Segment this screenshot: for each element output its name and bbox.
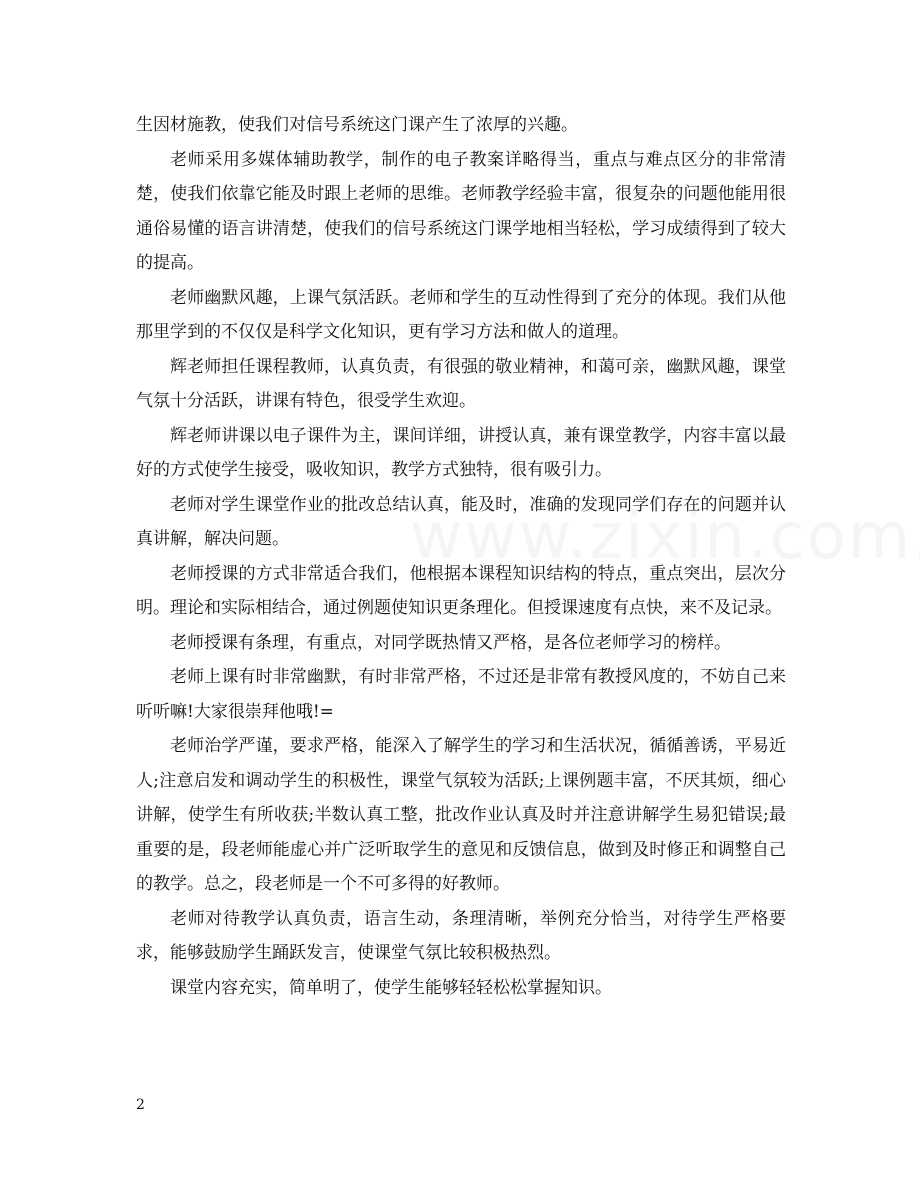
paragraph: 老师授课有条理，有重点，对同学既热情又严格，是各位老师学习的榜样。 (170, 632, 731, 653)
paragraph: 生因材施教，使我们对信号系统这门课产生了浓厚的兴趣。 (136, 115, 578, 135)
paragraph: 老师对学生课堂作业的批改总结认真，能及时，准确的发现同学们存在的问题并认真讲解，解决问题。 (136, 494, 786, 549)
paragraph: 老师对待教学认真负责，语言生动，条理清晰，举例充分恰当，对待学生严格要求，能够鼓励学生踊跃发言，使课堂气氛比较积极热烈。 (136, 908, 786, 963)
paragraph: 老师上课有时非常幽默，有时非常严格，不过还是非常有教授风度的，不妨自己来听听嘛!大家很崇拜他哦!= (136, 667, 786, 722)
document-body (136, 108, 786, 1005)
paragraph: 辉老师担任课程教师，认真负责，有很强的敬业精神，和蔼可亲，幽默风趣，课堂气氛十分活跃，讲课有特色，很受学生欢迎。 (136, 356, 786, 411)
paragraph: 老师治学严谨，要求严格，能深入了解学生的学习和生活状况，循循善诱，平易近人;注意启发和调动学生的积极性，课堂气氛较为活跃;上课例题丰富，不厌其烦，细心讲解，使学生有所收获;半数认真工整，批改作业认真及时并注意讲解学生易犯错误;最重要的是，段老师能虚心并广泛听取学生的意见和反馈信息，做到及时修正和调整自己的教学。总之，段老师是一个不可多得的好教师。 (136, 736, 786, 894)
paragraph: 老师采用多媒体辅助教学，制作的电子教案详略得当，重点与难点区分的非常清楚，使我们依靠它能及时跟上老师的思维。老师教学经验丰富，很复杂的问题他能用很通俗易懂的语言讲清楚，使我们的信号系统这门课学地相当轻松，学习成绩得到了较大的提高。 (136, 149, 786, 273)
paragraph: 老师授课的方式非常适合我们，他根据本课程知识结构的特点，重点突出，层次分明。理论和实际相结合，通过例题使知识更条理化。但授课速度有点快，来不及记录。 (136, 563, 786, 618)
paragraph: 课堂内容充实，简单明了，使学生能够轻轻松松掌握知识。 (170, 977, 612, 998)
paragraph: 辉老师讲课以电子课件为主，课间详细，讲授认真，兼有课堂教学，内容丰富以最好的方式使学生接受，吸收知识，教学方式独特，很有吸引力。 (136, 425, 786, 480)
paragraph: 老师幽默风趣，上课气氛活跃。老师和学生的互动性得到了充分的体现。我们从他那里学到的不仅仅是科学文化知识，更有学习方法和做人的道理。 (136, 287, 786, 342)
page-number: 2 (136, 1097, 145, 1113)
